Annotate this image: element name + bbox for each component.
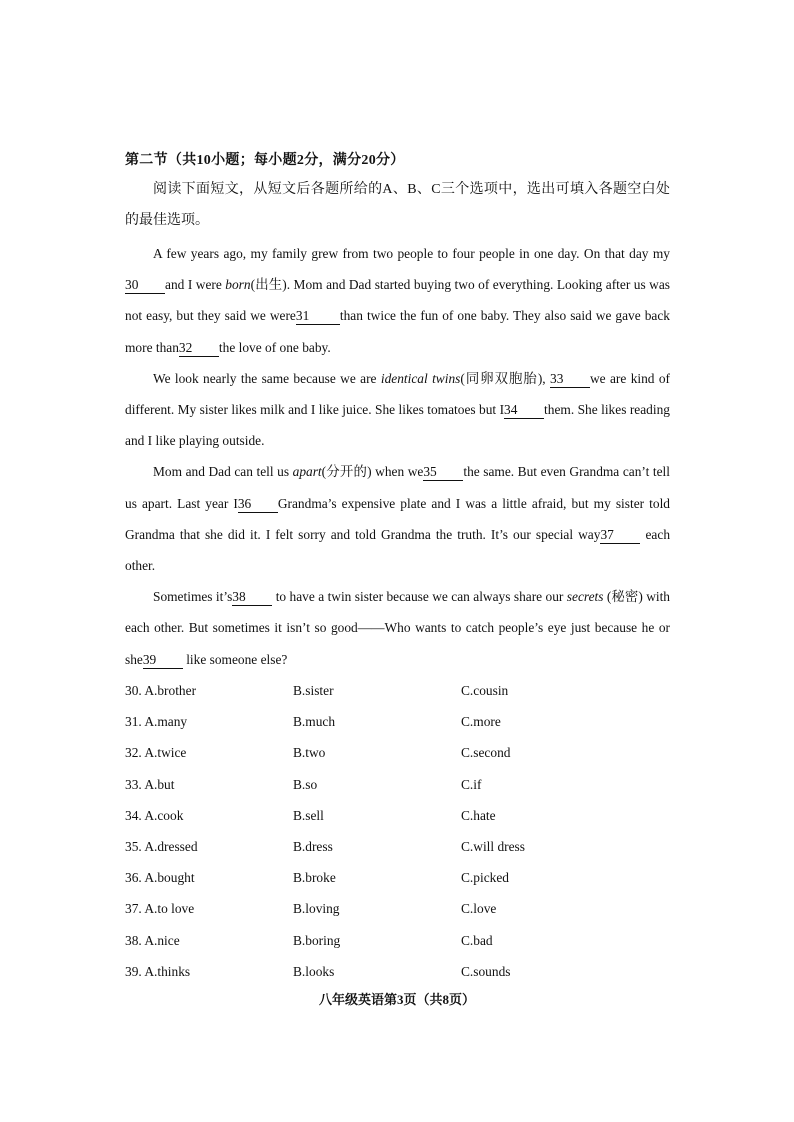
passage-text: the love of one baby. (218, 339, 331, 355)
option-row-30 (125, 675, 670, 706)
gloss-word: apart (292, 464, 322, 480)
passage-text: and I were (165, 277, 226, 293)
passage-paragraph-4 (125, 581, 670, 675)
blank-35: 35 (423, 464, 463, 481)
option-c: C.if (461, 776, 482, 792)
passage-text: the same. But even Grandma can’t tell us apart. Last year I (125, 464, 670, 511)
option-b: B.sister (293, 683, 334, 698)
option-row-39 (125, 956, 670, 987)
option-a: 34. A.cook (125, 807, 184, 823)
passage-text: each other. (125, 526, 671, 574)
option-row-37 (125, 893, 670, 924)
option-a: 31. A.many (125, 714, 188, 730)
gloss-word: identical twins (380, 370, 461, 386)
passage-text: Grandma’s expensive plate and I was a little afraid, but my sister told Grandma that she did it. I felt sorry and told Grandma the truth. It’s our special way (125, 495, 670, 542)
blank-31: 31 (296, 308, 340, 325)
option-row-36 (125, 862, 670, 893)
option-c: C.more (461, 714, 501, 730)
option-b: B.sell (293, 807, 324, 823)
blank-32: 32 (179, 340, 219, 357)
option-row-35 (125, 831, 670, 862)
blank-33: 33 (550, 371, 590, 388)
blank-30: 30 (125, 277, 165, 294)
option-c: C.bad (461, 932, 493, 948)
section-instruction: 阅读下面短文，从短文后各题所给的A、B、C三个选项中，选出可填入各题空白处的最佳选项。 (125, 182, 670, 228)
passage-text: We look nearly the same because we are (153, 370, 381, 386)
option-b: B.broke (293, 870, 336, 886)
blank-37: 37 (600, 527, 640, 544)
gloss-word: secrets (566, 589, 604, 605)
option-c: C.hate (461, 807, 496, 823)
blank-36: 36 (238, 496, 278, 513)
option-c: C.picked (461, 870, 509, 886)
blank-38: 38 (232, 589, 272, 606)
answer-options (125, 675, 670, 987)
option-a: 35. A.dressed (125, 838, 198, 854)
option-a: 33. A.but (125, 776, 175, 792)
option-c: C.will dress (461, 838, 525, 854)
option-c: C.second (461, 745, 511, 761)
reading-passage (125, 238, 670, 675)
option-b: B.dress (293, 838, 333, 854)
blank-39: 39 (143, 652, 183, 669)
option-a: 39. A.thinks (125, 963, 191, 979)
passage-text: Sometimes it’s (153, 589, 233, 605)
passage-text: (秘密) with each other. But sometimes it isn’t so good——Who wants to catch people’s eye just because he or she (125, 589, 670, 667)
passage-text: than twice the fun of one baby. They also said we gave back more than (125, 308, 670, 355)
passage-text: (分开的) when we (321, 464, 424, 480)
option-a: 32. A.twice (125, 745, 187, 761)
option-c: C.cousin (461, 683, 509, 698)
option-b: B.much (293, 714, 336, 730)
gloss-word: born (225, 277, 251, 293)
option-c: C.love (461, 901, 497, 917)
passage-text: like someone else? (182, 651, 288, 667)
option-b: B.boring (293, 932, 341, 948)
option-c: C.sounds (461, 963, 511, 979)
option-row-32 (125, 737, 670, 768)
passage-paragraph-3 (125, 456, 670, 581)
section-title: 第二节（共10小题；每小题2分，满分20分） (125, 153, 405, 168)
passage-text: we are kind of different. My sister likes milk and I like juice. She likes tomatoes but I (125, 370, 671, 418)
option-a: 36. A.bought (125, 870, 195, 886)
option-row-38 (125, 925, 670, 956)
passage-text: them. She likes reading and I like playing outside. (125, 402, 670, 449)
option-b: B.so (293, 776, 318, 792)
passage-text: Mom and Dad can tell us (153, 464, 293, 480)
passage-text: (出生). Mom and Dad started buying two of everything. Looking after us was not easy, but they said we were (125, 277, 670, 324)
option-b: B.looks (293, 963, 335, 979)
option-b: B.two (293, 745, 326, 761)
passage-text: A few years ago, my family grew from two people to four people in one day. On that day my (153, 246, 670, 261)
option-row-33 (125, 769, 670, 800)
option-a: 37. A.to love (125, 901, 195, 917)
passage-paragraph-2 (125, 363, 670, 457)
passage-text: (同卵双胞胎), (460, 370, 551, 386)
option-a: 30. A.brother (125, 683, 197, 698)
blank-34: 34 (504, 402, 544, 419)
page-footer: 八年级英语第3页（共8页） (318, 992, 475, 1007)
option-b: B.loving (293, 901, 340, 917)
option-row-31 (125, 706, 670, 737)
option-a: 38. A.nice (125, 932, 180, 948)
option-row-34 (125, 800, 670, 831)
passage-text: to have a twin sister because we can always share our (272, 589, 567, 605)
passage-paragraph-1 (125, 238, 670, 363)
